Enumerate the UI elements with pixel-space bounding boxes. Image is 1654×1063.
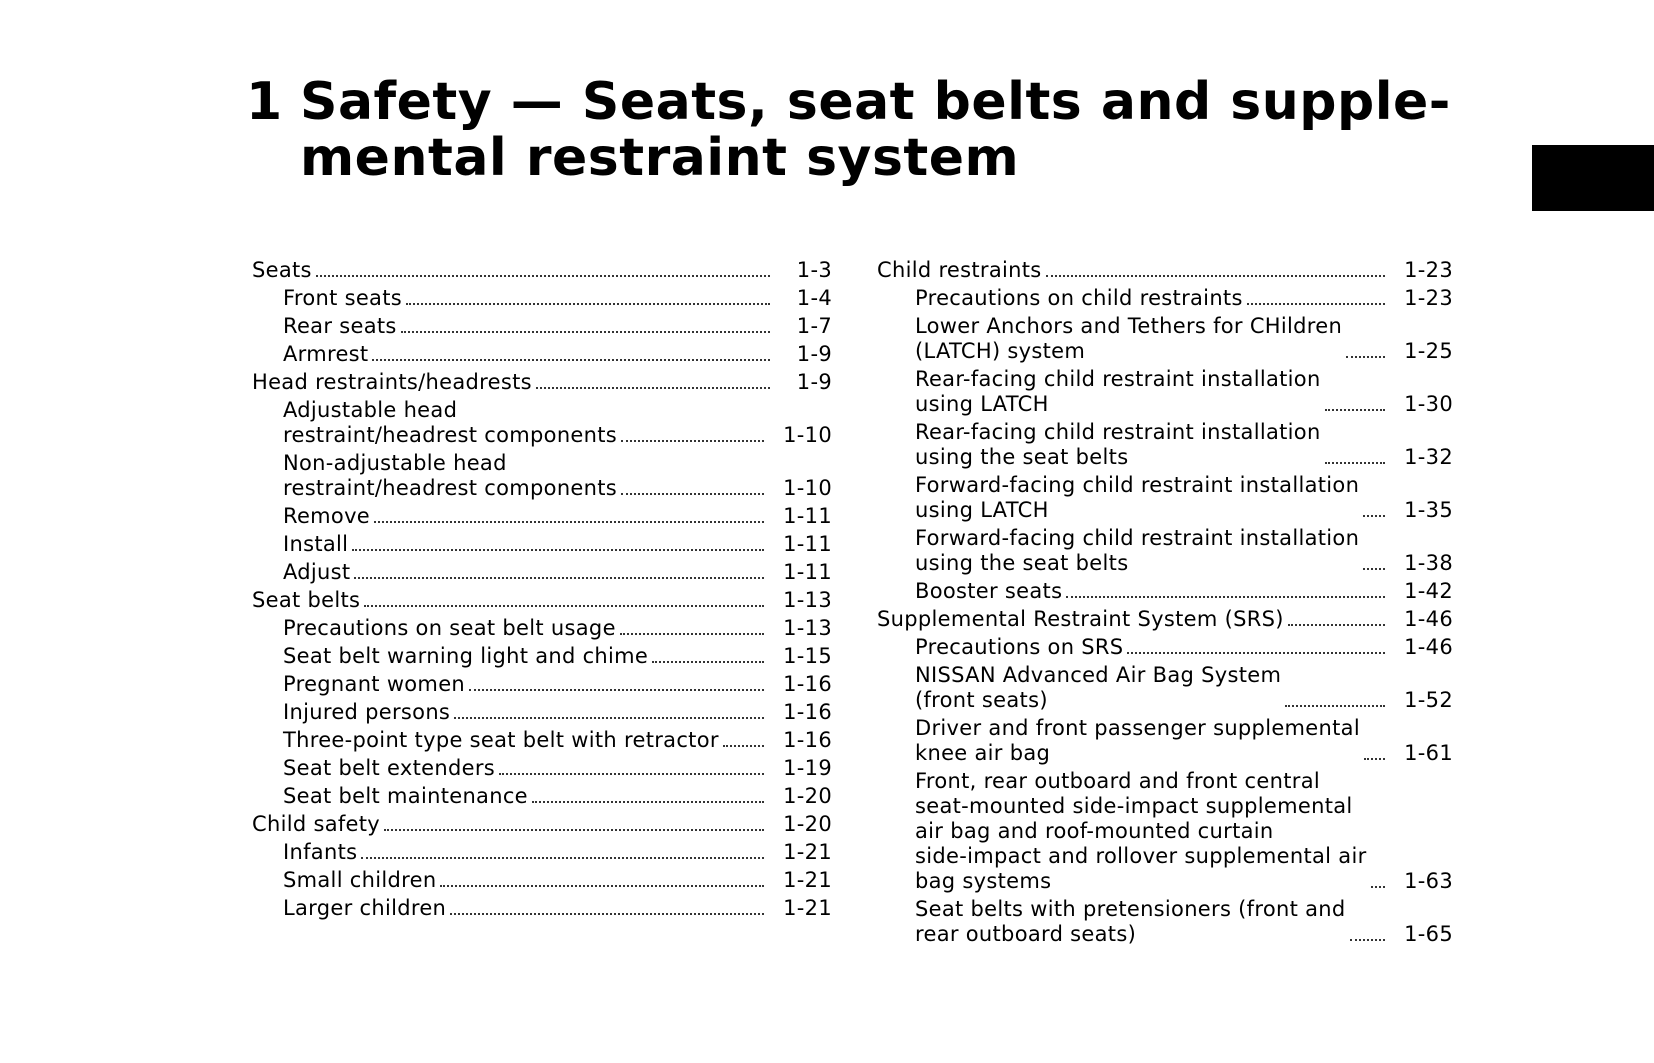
toc-entry-title-line: Seats (252, 258, 312, 282)
toc-entry-title (283, 616, 616, 641)
toc-entry-title-line: Forward-facing child restraint installation (915, 526, 1360, 550)
toc-entry-title (915, 286, 1243, 311)
toc-entry-title-line: Infants (283, 840, 358, 864)
toc-entry[interactable] (877, 420, 1453, 470)
toc-entry-title (283, 756, 495, 781)
toc-page-number: 1-23 (1404, 258, 1453, 282)
dot-leader (621, 440, 764, 442)
dot-leader (1066, 596, 1385, 598)
dot-leader (620, 633, 764, 635)
toc-page-number: 1-3 (796, 258, 832, 282)
toc-entry-title-line: Adjust (283, 560, 351, 584)
toc-entry-title-line: bag systems (915, 869, 1052, 893)
toc-page-number: 1-9 (796, 370, 832, 394)
dot-leader (1363, 515, 1385, 517)
dot-leader (621, 493, 764, 495)
toc-entry-title-line: Precautions on child restraints (915, 286, 1243, 310)
toc-entry-title (877, 258, 1042, 283)
dot-leader (1325, 409, 1385, 411)
dot-leader (440, 885, 764, 887)
toc-page-number: 1-65 (1404, 922, 1453, 946)
toc-entry[interactable] (877, 897, 1453, 947)
toc-entry-title-line: Seat belt maintenance (283, 784, 528, 808)
toc-entry-title (877, 607, 1284, 632)
toc-entry[interactable] (877, 635, 1453, 660)
dot-leader (1346, 356, 1385, 358)
dot-leader (652, 661, 764, 663)
dot-leader (1127, 652, 1385, 654)
dot-leader (454, 717, 764, 719)
toc-entry[interactable] (877, 607, 1453, 632)
toc-entry-title-line: seat-mounted side-impact supplemental (915, 794, 1353, 818)
toc-page-number: 1-10 (783, 476, 832, 500)
toc-page-number: 1-16 (783, 700, 832, 724)
toc-entry-title (283, 532, 348, 557)
toc-entry-title-line: restraint/headrest components (283, 476, 618, 500)
toc-entry[interactable] (252, 896, 832, 921)
toc-entry-title (252, 370, 532, 395)
toc-entry[interactable] (877, 579, 1453, 604)
toc-page-number: 1-46 (1404, 635, 1453, 659)
dot-leader (499, 773, 764, 775)
toc-entry-title-line: Precautions on SRS (915, 635, 1124, 659)
toc-entry-title-line: Seat belts (252, 588, 361, 612)
toc-page-number: 1-61 (1404, 741, 1453, 765)
toc-entry-title-line: Injured persons (283, 700, 451, 724)
chapter-number: 1 (246, 72, 283, 132)
toc-entry-title-line: NISSAN Advanced Air Bag System (915, 663, 1282, 687)
toc-entry-title-line: Head restraints/headrests (252, 370, 532, 394)
toc-entry-title (283, 784, 528, 809)
toc-entry-title-line: Three-point type seat belt with retractor (283, 728, 719, 752)
toc-right-column (877, 258, 1453, 950)
chapter-tab-marker (1532, 145, 1654, 211)
dot-leader (1288, 624, 1385, 626)
dot-leader (1325, 462, 1385, 464)
toc-entry-title-line: using the seat belts (915, 551, 1129, 575)
toc-entry[interactable] (252, 560, 832, 585)
toc-entry[interactable] (877, 314, 1453, 364)
toc-entry-title (252, 812, 380, 837)
toc-entry-title-line: using LATCH (915, 392, 1049, 416)
toc-entry[interactable] (252, 672, 832, 697)
toc-entry[interactable] (252, 451, 832, 501)
toc-entry[interactable] (252, 258, 832, 283)
toc-entry-title-line: Front, rear outboard and front central (915, 769, 1321, 793)
toc-page-number: 1-7 (796, 314, 832, 338)
dot-leader (354, 577, 764, 579)
toc-page-number: 1-46 (1404, 607, 1453, 631)
toc-entry[interactable] (252, 532, 832, 557)
toc-entry[interactable] (877, 716, 1453, 766)
toc-entry[interactable] (252, 616, 832, 641)
toc-entry[interactable] (877, 286, 1453, 311)
dot-leader (372, 359, 770, 361)
toc-entry[interactable] (252, 700, 832, 725)
toc-page-number: 1-30 (1404, 392, 1453, 416)
toc-page-number: 1-9 (796, 342, 832, 366)
toc-entry-title-line: Seat belt extenders (283, 756, 495, 780)
toc-entry-title-line: Supplemental Restraint System (SRS) (877, 607, 1284, 631)
toc-entry[interactable] (877, 769, 1453, 894)
toc-entry-title (915, 579, 1062, 604)
toc-entry-title-line: rear outboard seats) (915, 922, 1137, 946)
toc-entry-title (283, 672, 465, 697)
toc-page-number: 1-4 (796, 286, 832, 310)
toc-page-number: 1-20 (783, 812, 832, 836)
toc-entry-title-line: Lower Anchors and Tethers for CHildren (915, 314, 1343, 338)
dot-leader (532, 801, 764, 803)
dot-leader (1247, 303, 1385, 305)
toc-entry[interactable] (252, 756, 832, 781)
toc-entry-title-line: Armrest (283, 342, 369, 366)
toc-entry-title (283, 314, 397, 339)
toc-entry[interactable] (252, 728, 832, 753)
dot-leader (406, 303, 770, 305)
toc-entry-title (915, 635, 1123, 660)
dot-leader (1371, 886, 1385, 888)
toc-entry-title (915, 897, 1346, 947)
toc-entry-title (915, 473, 1359, 523)
toc-entry[interactable] (877, 526, 1453, 576)
toc-entry-title (915, 314, 1342, 364)
toc-entry[interactable] (252, 286, 832, 311)
dot-leader (1350, 939, 1385, 941)
toc-entry-title-line: Larger children (283, 896, 447, 920)
toc-entry-title-line: Forward-facing child restraint installation (915, 473, 1360, 497)
toc-entry[interactable] (252, 504, 832, 529)
toc-entry-title (915, 716, 1360, 766)
toc-entry[interactable] (252, 588, 832, 613)
dot-leader (374, 521, 764, 523)
toc-entry-title-line: Install (283, 532, 349, 556)
dot-leader (352, 549, 764, 551)
toc-entry-title-line: (LATCH) system (915, 339, 1086, 363)
toc-entry-title (252, 588, 360, 613)
dot-leader (450, 913, 764, 915)
toc-entry-title-line: Seat belts with pretensioners (front and (915, 897, 1346, 921)
dot-leader (1046, 275, 1385, 277)
toc-entry[interactable] (252, 314, 832, 339)
toc-entry-title-line: Adjustable head (283, 398, 458, 422)
toc-page-number: 1-63 (1404, 869, 1453, 893)
toc-entry-title-line: using the seat belts (915, 445, 1129, 469)
toc-entry-title (283, 398, 617, 448)
chapter-title-line-2: mental restraint system (300, 128, 1020, 188)
toc-entry-title-line: Rear-facing child restraint installation (915, 367, 1321, 391)
toc-entry[interactable] (252, 398, 832, 448)
toc-page-number: 1-21 (783, 840, 832, 864)
toc-entry-title-line: Rear-facing child restraint installation (915, 420, 1321, 444)
toc-entry-title (915, 420, 1321, 470)
dot-leader (723, 745, 764, 747)
toc-entry-title (915, 663, 1281, 713)
toc-entry[interactable] (252, 370, 832, 395)
toc-page-number: 1-11 (783, 560, 832, 584)
toc-entry[interactable] (877, 473, 1453, 523)
toc-page-number: 1-13 (783, 588, 832, 612)
toc-entry[interactable] (252, 840, 832, 865)
toc-page-number: 1-21 (783, 896, 832, 920)
dot-leader (469, 689, 764, 691)
toc-entry-title (283, 840, 357, 865)
toc-page-number: 1-38 (1404, 551, 1453, 575)
toc-entry-title-line: Rear seats (283, 314, 397, 338)
toc-page-number: 1-15 (783, 644, 832, 668)
dot-leader (1364, 758, 1385, 760)
dot-leader (1285, 705, 1385, 707)
toc-entry-title-line: Child safety (252, 812, 381, 836)
dot-leader (401, 331, 770, 333)
toc-page-number: 1-52 (1404, 688, 1453, 712)
toc-entry-title-line: (front seats) (915, 688, 1048, 712)
toc-entry-title-line: Remove (283, 504, 371, 528)
toc-entry-title (283, 342, 368, 367)
toc-entry-title (283, 868, 436, 893)
toc-entry-title (915, 367, 1321, 417)
toc-page-number: 1-11 (783, 532, 832, 556)
toc-entry-title (283, 286, 402, 311)
toc-entry-title-line: Non-adjustable head (283, 451, 507, 475)
dot-leader (316, 275, 770, 277)
toc-entry[interactable] (252, 784, 832, 809)
toc-page-number: 1-35 (1404, 498, 1453, 522)
toc-entry-title-line: Precautions on seat belt usage (283, 616, 616, 640)
toc-entry-title (283, 700, 450, 725)
toc-entry[interactable] (877, 258, 1453, 283)
toc-page-number: 1-21 (783, 868, 832, 892)
dot-leader (1363, 568, 1385, 570)
toc-left-column (252, 258, 832, 924)
toc-entry-title (252, 258, 312, 283)
toc-page-number: 1-19 (783, 756, 832, 780)
dot-leader (384, 829, 764, 831)
toc-page-number: 1-10 (783, 423, 832, 447)
toc-entry-title-line: Front seats (283, 286, 402, 310)
toc-entry-title-line: Driver and front passenger supplemental (915, 716, 1360, 740)
chapter-title (246, 72, 1451, 188)
toc-page-number: 1-11 (783, 504, 832, 528)
toc-entry-title-line: knee air bag (915, 741, 1051, 765)
toc-entry-title (915, 769, 1367, 894)
toc-page-number: 1-32 (1404, 445, 1453, 469)
toc-page-number: 1-42 (1404, 579, 1453, 603)
toc-entry-title-line: Seat belt warning light and chime (283, 644, 649, 668)
toc-entry-title (283, 504, 370, 529)
toc-entry-title-line: Child restraints (877, 258, 1042, 282)
dot-leader (361, 857, 764, 859)
toc-entry-title-line: Small children (283, 868, 437, 892)
dot-leader (536, 387, 770, 389)
toc-entry-title-line: side-impact and rollover supplemental air (915, 844, 1367, 868)
toc-entry-title-line: restraint/headrest components (283, 423, 618, 447)
toc-entry-title-line: Pregnant women (283, 672, 466, 696)
toc-entry[interactable] (877, 663, 1453, 713)
toc-entry-title (283, 560, 350, 585)
toc-entry[interactable] (252, 342, 832, 367)
toc-entry-title (283, 644, 648, 669)
dot-leader (364, 605, 764, 607)
toc-entry[interactable] (877, 367, 1453, 417)
chapter-title-line-1 (246, 72, 1451, 132)
toc-entry-title-line: Booster seats (915, 579, 1063, 603)
toc-entry[interactable] (252, 644, 832, 669)
toc-page-number: 1-13 (783, 616, 832, 640)
toc-entry-title-line: air bag and roof-mounted curtain (915, 819, 1274, 843)
toc-page-number: 1-20 (783, 784, 832, 808)
toc-entry[interactable] (252, 812, 832, 837)
toc-page-number: 1-16 (783, 728, 832, 752)
toc-entry-title (283, 451, 617, 501)
chapter-title-text-1: Safety — Seats, seat belts and supple- (300, 72, 1451, 132)
toc-page-number: 1-16 (783, 672, 832, 696)
toc-entry-title (915, 526, 1359, 576)
toc-entry-title-line: using LATCH (915, 498, 1049, 522)
toc-page-number: 1-25 (1404, 339, 1453, 363)
toc-entry-title (283, 896, 446, 921)
toc-page-number: 1-23 (1404, 286, 1453, 310)
toc-entry-title (283, 728, 719, 753)
toc-entry[interactable] (252, 868, 832, 893)
